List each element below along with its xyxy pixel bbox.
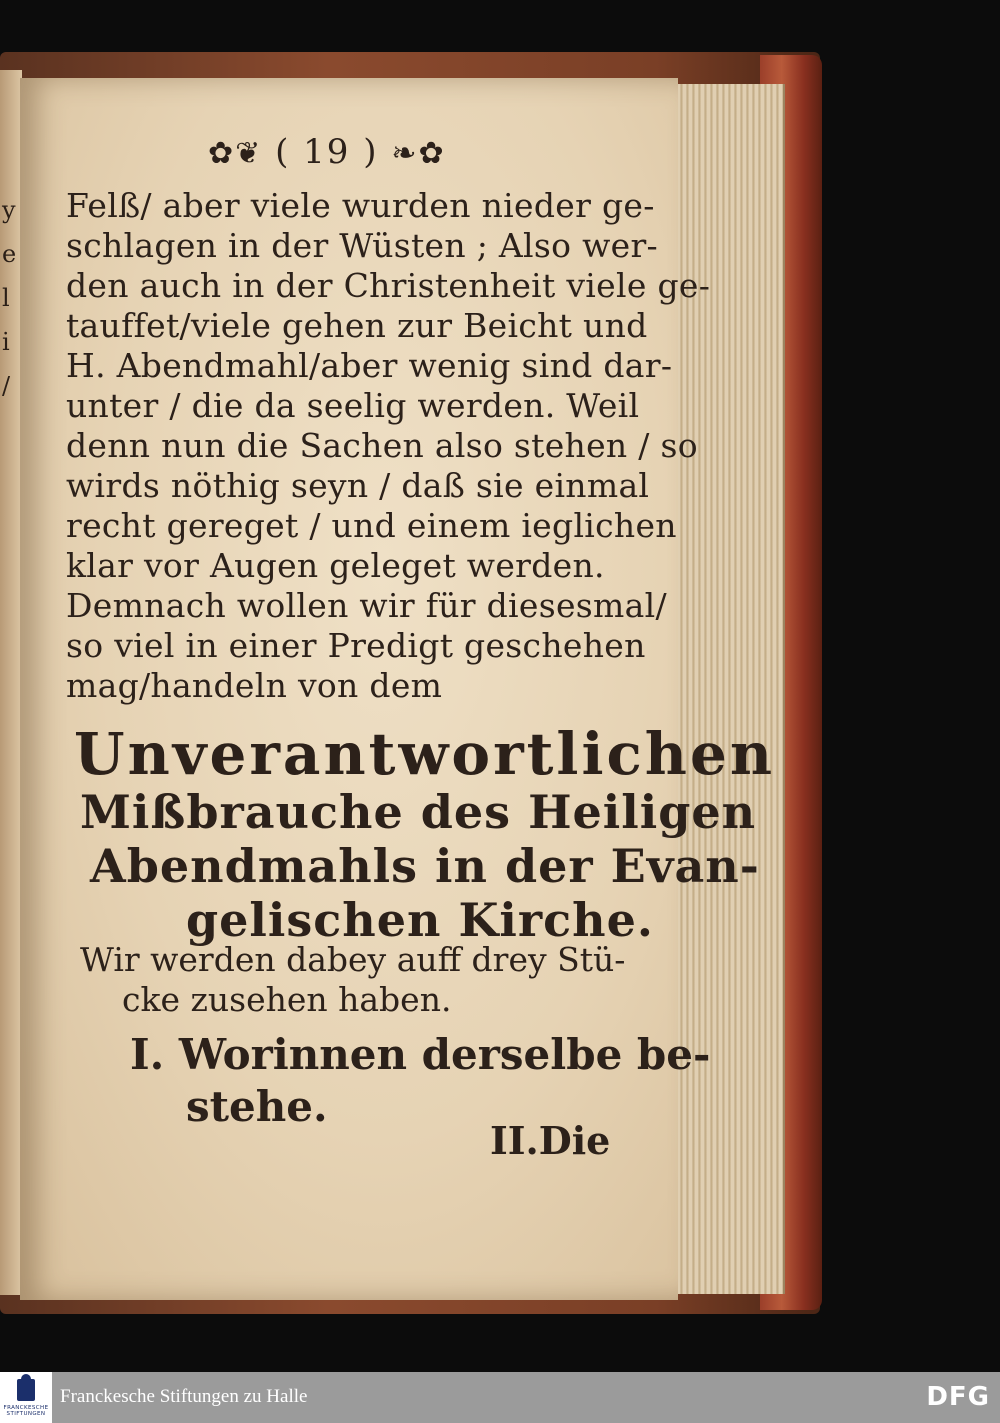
logo-text: FRANCKESCHE STIFTUNGEN: [3, 1405, 49, 1417]
sermon-title-line: Unverantwortlichen: [74, 720, 776, 788]
body-line: denn nun die Sachen also stehen / so: [66, 426, 698, 465]
ornament-left-icon: ✿❦: [208, 136, 263, 171]
ornament-right-icon: ❧✿: [391, 136, 446, 171]
left-page-text: [2, 188, 18, 408]
left-fragment: y: [2, 196, 16, 224]
franckesche-logo[interactable]: [0, 1372, 52, 1423]
left-fragment: e: [2, 240, 17, 268]
body-line: schlagen in der Wüsten ; Also wer-: [66, 226, 659, 265]
sermon-title-line: Mißbrauche des Heiligen: [80, 785, 757, 839]
left-fragment: /: [2, 372, 11, 400]
sermon-title-line: Abendmahls in der Evan-: [90, 839, 760, 893]
body-line: Demnach wollen wir für diesesmal/: [66, 586, 667, 625]
body-line: so viel in einer Predigt geschehen: [66, 626, 646, 665]
subtitle-line: Wir werden dabey auff drey Stü-: [80, 940, 626, 979]
body-line: tauffet/viele gehen zur Beicht und: [66, 306, 648, 345]
body-line: Felß/ aber viele wurden nieder ge-: [66, 186, 655, 225]
body-line: unter / die da seelig werden. Weil: [66, 386, 640, 425]
left-fragment: l: [2, 284, 10, 312]
building-icon: [17, 1379, 35, 1401]
page-number: ( 19 ): [275, 132, 379, 172]
left-fragment: i: [2, 328, 10, 356]
subtitle-line: cke zusehen haben.: [122, 980, 452, 1019]
sermon-title-line: gelischen Kirche.: [186, 893, 654, 947]
body-line: wirds nöthig seyn / daß sie einmal: [66, 466, 650, 505]
body-line: recht gereget / und einem ieglichen: [66, 506, 677, 545]
section-item-1: I. Worinnen derselbe be-: [130, 1030, 711, 1079]
body-line: klar vor Augen geleget werden.: [66, 546, 605, 585]
dfg-logo[interactable]: DFG: [926, 1382, 990, 1412]
page-header: [208, 132, 446, 172]
catchword: II.Die: [490, 1118, 611, 1163]
body-line: mag/handeln von dem: [66, 666, 443, 705]
body-line: den auch in der Christenheit viele ge-: [66, 266, 711, 305]
section-item-1-continuation: stehe.: [186, 1082, 328, 1131]
institution-name[interactable]: Franckesche Stiftungen zu Halle: [60, 1386, 308, 1407]
footer-bar: [0, 1372, 1000, 1423]
body-line: H. Abendmahl/aber wenig sind dar-: [66, 346, 673, 385]
